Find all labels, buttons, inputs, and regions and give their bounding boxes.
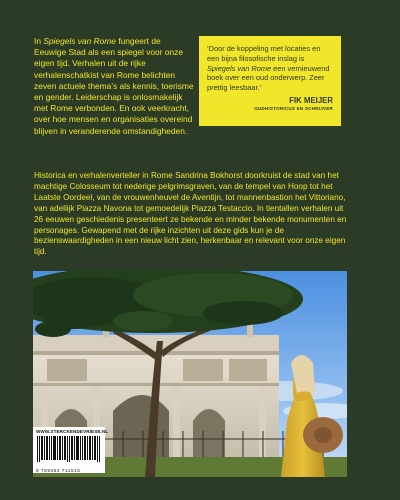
intro-paragraph (34, 36, 194, 137)
quote-text-start: ‘Door de koppeling met locaties en een bijna filosofische inslag is (207, 44, 321, 63)
barcode-icon (36, 436, 102, 462)
isbn-number: 9 789464 711516 (36, 468, 81, 473)
review-quote-text (207, 44, 333, 93)
description-paragraph: Historica en verhalenverteller in Rome Sandrina Bokhorst doorkruist de stad van het machtige Colosseum tot nederige pelgrimsgraven, van de tempel van Hoop tot het Laatste Oordeel, van de vrouwenheuvel de Aventijn, tot mannenbastion het Vittoriano, van adellijk Piazza Navona tot gemoedelijk Piazza Testaccio. In tientallen verhalen uit 26 eeuwen geschiedenis presenteert ze bekende en minder bekende monumenten en personages. Gewapend met de rijke inzichten uit deze gids kun je de bezienswaardigheden in een nieuw licht zien, herkenbaar en relevant voor onze eigen tijd. (34, 171, 347, 257)
review-quote-box (199, 36, 341, 126)
intro-book-title: Spiegels van Rome (43, 36, 116, 46)
intro-text-rest: fungeert de Eeuwige Stad als een spiegel voor onze eigen tijd. Verhalen uit de rijke verhalenschatkist van Rome belichten zeven actuele thema’s als kennis, toerisme en gender. Leiderschap is onlosmakelijk met Rome verbonden. En ook veerkracht, over hoe mensen en organisaties overeind blijven in veranderende omstandigheden. (34, 36, 194, 136)
barcode-box (33, 427, 109, 473)
quote-author-role: OUDHISTORICUS EN SCHRIJVER (254, 105, 333, 111)
quote-text-rest: een vernieuwend boek over een oud onderwerp. Zeer prettig leesbaar.’ (207, 63, 330, 93)
publisher-url: WWW.STERCKENDEVRIESE.NL (36, 429, 109, 434)
quote-book-title: Spiegels van Rome (207, 63, 272, 73)
quote-author: FIK MEIJER (289, 95, 333, 105)
intro-text-start: In (34, 36, 44, 46)
